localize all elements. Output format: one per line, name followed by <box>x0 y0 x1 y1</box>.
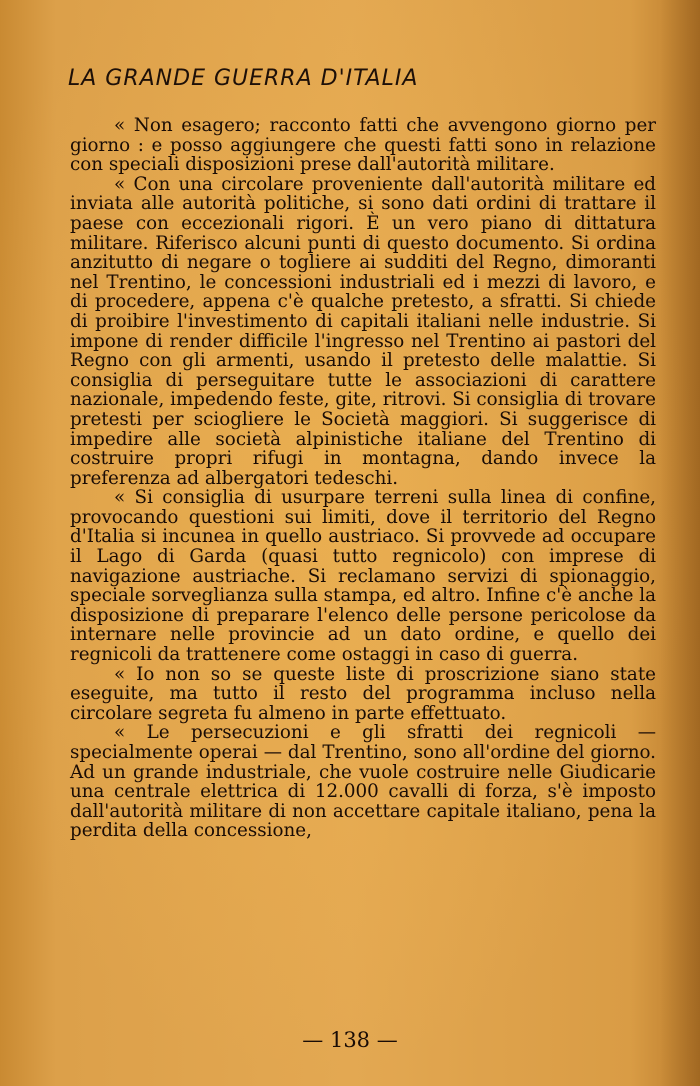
paragraph: « Io non so se queste liste di proscrizione siano state eseguite, ma tutto il resto del programma incluso nella circolare segreta fu almeno in parte effettuato. <box>70 663 656 724</box>
page-number: — 138 — <box>302 1028 398 1052</box>
body-text <box>70 116 656 841</box>
paragraph: « Si consiglia di usurpare terreni sulla linea di confine, provocando questioni sui limiti, dove il territorio del Regno d'Italia si incunea in quello austriaco. Si provvede ad occupare il Lago di Garda (quasi tutto regnicolo) con imprese di navigazione austriache. Si reclamano servizi di spionaggio, speciale sorveglianza sulla stampa, ed altro. Infine c'è anche la disposizione di preparare l'elenco delle persone pericolose da internare nelle provincie ad un dato ordine, e quello dei regnicoli da trattenere come ostaggi in caso di guerra. <box>70 487 656 666</box>
page-edge-shadow <box>660 0 700 1086</box>
paragraph: « Non esagero; racconto fatti che avvengono giorno per giorno : e posso aggiungere che questi fatti sono in relazione con speciali disposizioni prese dall'autorità militare. <box>70 115 656 176</box>
paragraph: « Le persecuzioni e gli sfratti dei regnicoli — specialmente operai — dal Trentino, sono all'ordine del giorno. Ad un grande industriale, che vuole costruire nelle Giudicarie una centrale elettrica di 12.000 cavalli di forza, s'è imposto dall'autorità militare di non accettare capitale italiano, pena la perdita della concessione, <box>70 722 656 842</box>
running-head: LA GRANDE GUERRA D'ITALIA <box>68 66 419 91</box>
paragraph: « Con una circolare proveniente dall'autorità militare ed inviata alle autorità politiche, si sono dati ordini di trattare il paese con eccezionali rigori. È un vero piano di dittatura militare. Riferisco alcuni punti di questo documento. Si ordina anzitutto di negare o togliere ai sudditi del Regno, dimoranti nel Trentino, le concessioni industriali ed i mezzi di lavoro, e di procedere, appena c'è qualche pretesto, a sfratti. Si chiede di proibire l'investimento di capitali italiani nelle industrie. Si impone di render difficile l'ingresso nel Trentino ai pastori del Regno con gli armenti, usando il pretesto delle malattie. Si consiglia di perseguitare tutte le associazioni di carattere nazionale, impedendo feste, gite, ritrovi. Si consiglia di trovare pretesti per sciogliere le Società maggiori. Si suggerisce di impedire alle società alpinistiche italiane del Trentino di costruire propri rifugi in montagna, dando invece la preferenza ad albergatori tedeschi. <box>70 173 656 489</box>
